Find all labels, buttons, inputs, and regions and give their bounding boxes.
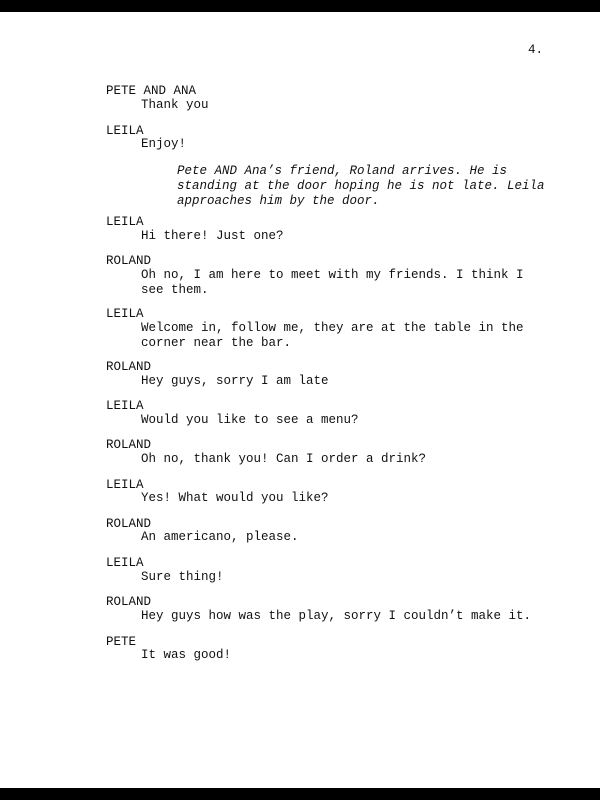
dialogue: Hi there! Just one? — [141, 229, 284, 243]
dialogue: Enjoy! — [141, 137, 187, 151]
action-description: Pete AND Ana’s friend, Roland arrives. He is standing at the door hoping he is not late. Leila approaches him by the door. — [177, 164, 545, 208]
dialogue: Thank you — [141, 98, 209, 112]
character-name: ROLAND — [106, 254, 152, 268]
page-number: 4. — [528, 43, 544, 57]
dialogue: Oh no, thank you! Can I order a drink? — [141, 452, 427, 466]
character-name: LEILA — [106, 215, 144, 229]
script-page — [0, 12, 600, 788]
dialogue: Sure thing! — [141, 570, 224, 584]
top-black-bar — [0, 0, 600, 12]
character-name: LEILA — [106, 307, 144, 321]
dialogue: Oh no, I am here to meet with my friends. I think I see them. — [141, 268, 524, 297]
character-name: LEILA — [106, 399, 144, 413]
character-name: PETE — [106, 635, 137, 649]
character-name: ROLAND — [106, 595, 152, 609]
bottom-black-bar — [0, 788, 600, 800]
character-name: LEILA — [106, 556, 144, 570]
character-name: ROLAND — [106, 438, 152, 452]
dialogue: It was good! — [141, 648, 232, 662]
character-name: LEILA — [106, 478, 144, 492]
character-name: ROLAND — [106, 360, 152, 374]
dialogue: Hey guys, sorry I am late — [141, 374, 329, 388]
character-name: LEILA — [106, 124, 144, 138]
dialogue: Welcome in, follow me, they are at the table in the corner near the bar. — [141, 321, 524, 350]
dialogue: Would you like to see a menu? — [141, 413, 359, 427]
dialogue: Hey guys how was the play, sorry I couldn’t make it. — [141, 609, 532, 623]
character-name: PETE AND ANA — [106, 84, 197, 98]
dialogue: Yes! What would you like? — [141, 491, 329, 505]
character-name: ROLAND — [106, 517, 152, 531]
dialogue: An americano, please. — [141, 530, 299, 544]
